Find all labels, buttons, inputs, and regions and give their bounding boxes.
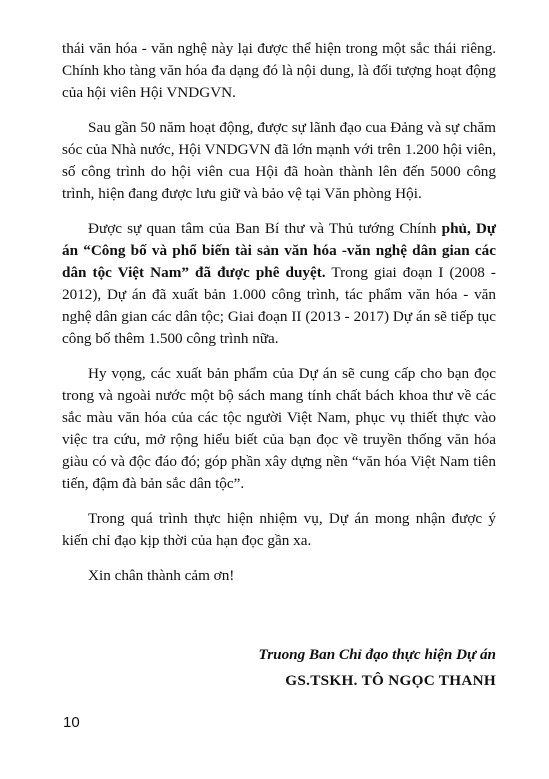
paragraph-project-intro: Được sự quan tâm của Ban Bí thư và Thủ tướng Chính xyxy=(88,220,442,237)
paragraph-request: Trong quá trình thực hiện nhiệm vụ, Dự án mong nhận được ý kiến chỉ đạo kịp thời của hạn đọc gần xa. xyxy=(62,510,496,549)
paragraph-project-details: Trong giai đoạn I (2008 - 2012), Dự án đã xuất bản 1.000 công trình, tác phẩm văn hóa - văn nghệ dân gian các dân tộc; Giai đoạn II (2013 - 2017) Dự án sẽ tiếp tục công bố thêm 1.500 công trình nữa. xyxy=(62,264,496,347)
signature-name: GS.TSKH. TÔ NGỌC THANH xyxy=(285,672,496,689)
paragraph-continuation: thái văn hóa - văn nghệ này lại được thể hiện trong một sắc thái riêng. Chính kho tàng văn hóa đa dạng đó là nội dung, là đối tượng hoạt động của hội viên Hội VNDGVN. xyxy=(62,40,496,101)
page-number: 10 xyxy=(63,714,80,731)
document-body xyxy=(62,38,496,600)
paragraph-thanks: Xin chân thành cảm ơn! xyxy=(88,567,235,584)
paragraph-project-approval xyxy=(62,218,496,350)
signature-block xyxy=(259,642,497,694)
paragraph-association-history: Sau gần 50 năm hoạt động, được sự lãnh đạo cua Đảng và sự chăm sóc của Nhà nước, Hội VNDGVN đã lớn mạnh với trên 1.200 hội viên, số công trình do hội viên cua Hội đã hoàn thành lên đến 5000 công trình, hiện đang được lưu giữ và bảo vệ tại Văn phòng Hội. xyxy=(62,119,496,202)
paragraph-hope: Hy vọng, các xuất bản phẩm của Dự án sẽ cung cấp cho bạn đọc trong và ngoài nước một bộ sách mang tính chất bách khoa thư về các sắc màu văn hóa của các tộc người Việt Nam, phục vụ thiết thực vào việc tra cứu, mở rộng hiểu biết của bạn đọc về truyền thống văn hóa giàu có và độc đáo đó; góp phần xây dựng nền “văn hóa Việt Nam tiên tiến, đậm đà bản sắc dân tộc”. xyxy=(62,365,496,492)
project-title-bold: phủ, Dự án “Công bố và phổ biến tài sản văn hóa -văn nghệ dân gian các dân tộc Việt Nam” đã được phê duyệt. xyxy=(62,220,497,281)
signature-title: Truong Ban Chỉ đạo thực hiện Dự án xyxy=(258,646,496,663)
